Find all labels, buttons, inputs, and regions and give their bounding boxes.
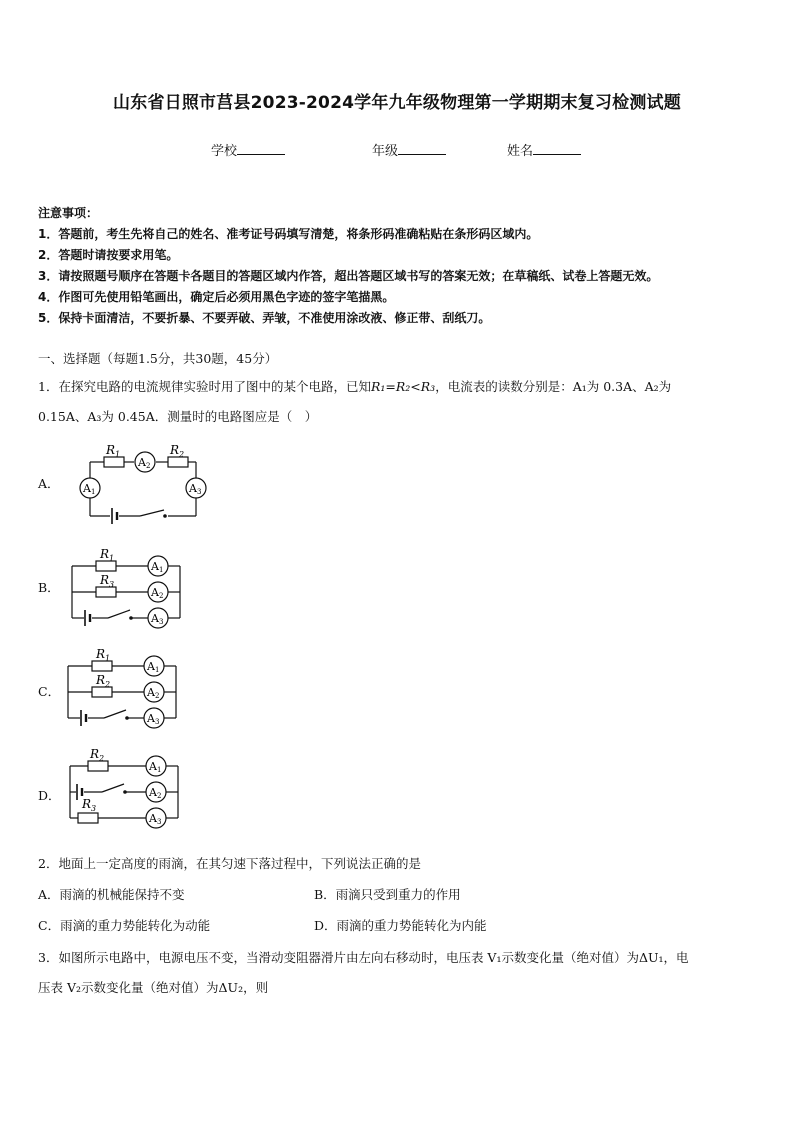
switch-icon — [125, 716, 129, 720]
label-a2: A2 — [149, 786, 162, 800]
label-r2: $R_2$ — [96, 673, 111, 689]
q2-option-c: C．雨滴的重力势能转化为动能 — [38, 918, 211, 933]
battery-icon — [85, 610, 90, 626]
label-a3: A3 — [189, 482, 202, 496]
q2-option-d: D．雨滴的重力势能转化为内能 — [314, 918, 487, 933]
notice-item: 2．答题时请按要求用笔。 — [38, 248, 179, 262]
notice-heading: 注意事项： — [38, 206, 99, 220]
label-a1: A1 — [151, 560, 164, 574]
label-r2: $R_2$ — [170, 443, 185, 459]
label-a2: A2 — [138, 456, 151, 470]
notice-item: 5．保持卡面清洁，不要折暴、不要弄破、弄皱，不准使用涂改液、修正带、刮纸刀。 — [38, 311, 491, 325]
q1-text-a: 1．在探究电路的电流规律实验时用了图中的某个电路，已知 — [38, 379, 371, 394]
question-2-stem: 2．地面上一定高度的雨滴，在其匀速下落过程中，下列说法正确的是 — [38, 856, 421, 871]
section-heading: 一、选择题（每题1.5分，共30题，45分） — [38, 351, 278, 366]
name-blank — [533, 142, 581, 155]
resistor-r1 — [104, 457, 124, 467]
label-r2: $R_2$ — [90, 747, 105, 763]
grade-blank — [398, 142, 446, 155]
page-title: 山东省日照市莒县2023-2024学年九年级物理第一学期期末复习检测试题 — [113, 93, 681, 113]
question-3-line-2: 压表 V₂示数变化量（绝对值）为ΔU₂，则 — [38, 980, 269, 995]
label-a3: A3 — [147, 712, 160, 726]
notice-item: 3．请按照题号顺序在答题卡各题目的答题区域内作答，超出答题区域书写的答案无效；在草稿纸、试卷上答题无效。 — [38, 269, 659, 283]
label-a3: A3 — [149, 812, 162, 826]
school-field — [211, 140, 285, 159]
circuit-a-diagram — [72, 440, 212, 526]
circuit-b-diagram — [66, 546, 190, 630]
notice-item: 1．答题前，考生先将自己的姓名、准考证号码填写清楚，将条形码准确粘贴在条形码区域内。 — [38, 227, 539, 241]
label-a2: A2 — [147, 686, 160, 700]
name-field — [507, 140, 581, 159]
circuit-d-diagram — [64, 746, 188, 836]
label-r1: $R_1$ — [100, 547, 115, 563]
switch-icon — [129, 616, 133, 620]
resistor-r3 — [78, 813, 98, 823]
label-a1: A1 — [149, 760, 162, 774]
question-1-line-2: 0.15A、A₃为 0.45A．测量时的电路图应是（ ） — [38, 409, 318, 424]
q1-resistor-relation: R₁=R₂<R₃ — [370, 379, 436, 394]
resistor-r2 — [88, 761, 108, 771]
resistor-r2 — [168, 457, 188, 467]
battery-icon — [81, 710, 86, 726]
option-d-label: D． — [38, 788, 61, 803]
label-a2: A2 — [151, 586, 164, 600]
circuit-c-diagram — [62, 646, 186, 732]
option-b-label: B． — [38, 580, 60, 595]
label-r1: $R_1$ — [96, 647, 111, 663]
label-r3: $R_3$ — [100, 573, 115, 589]
option-c-label: C． — [38, 684, 61, 699]
label-a1: A1 — [147, 660, 160, 674]
q1-text-b: ，电流表的读数分别是：A₁为 0.3A、A₂为 — [435, 379, 672, 394]
option-a-label: A． — [38, 476, 60, 491]
name-label: 姓名 — [507, 144, 534, 159]
switch-icon — [163, 514, 167, 518]
label-r1: $R_1$ — [106, 443, 121, 459]
switch-icon — [123, 790, 127, 794]
grade-field — [372, 140, 446, 159]
label-a1: A1 — [83, 482, 96, 496]
school-label: 学校 — [211, 144, 238, 159]
label-r3: $R_3$ — [82, 797, 97, 813]
question-3-line-1: 3．如图所示电路中，电源电压不变，当滑动变阻器滑片由左向右移动时，电压表 V₁示数变化量（绝对值）为ΔU₁，电 — [38, 950, 689, 965]
notice-item: 4．作图可先使用铅笔画出，确定后必须用黑色字迹的签字笔描黑。 — [38, 290, 395, 304]
battery-icon — [112, 508, 117, 524]
label-a3: A3 — [151, 612, 164, 626]
q2-option-a: A．雨滴的机械能保持不变 — [38, 887, 185, 902]
question-1-line-1 — [38, 377, 671, 395]
grade-label: 年级 — [372, 144, 399, 159]
school-blank — [237, 142, 285, 155]
q2-option-b: B．雨滴只受到重力的作用 — [314, 887, 461, 902]
